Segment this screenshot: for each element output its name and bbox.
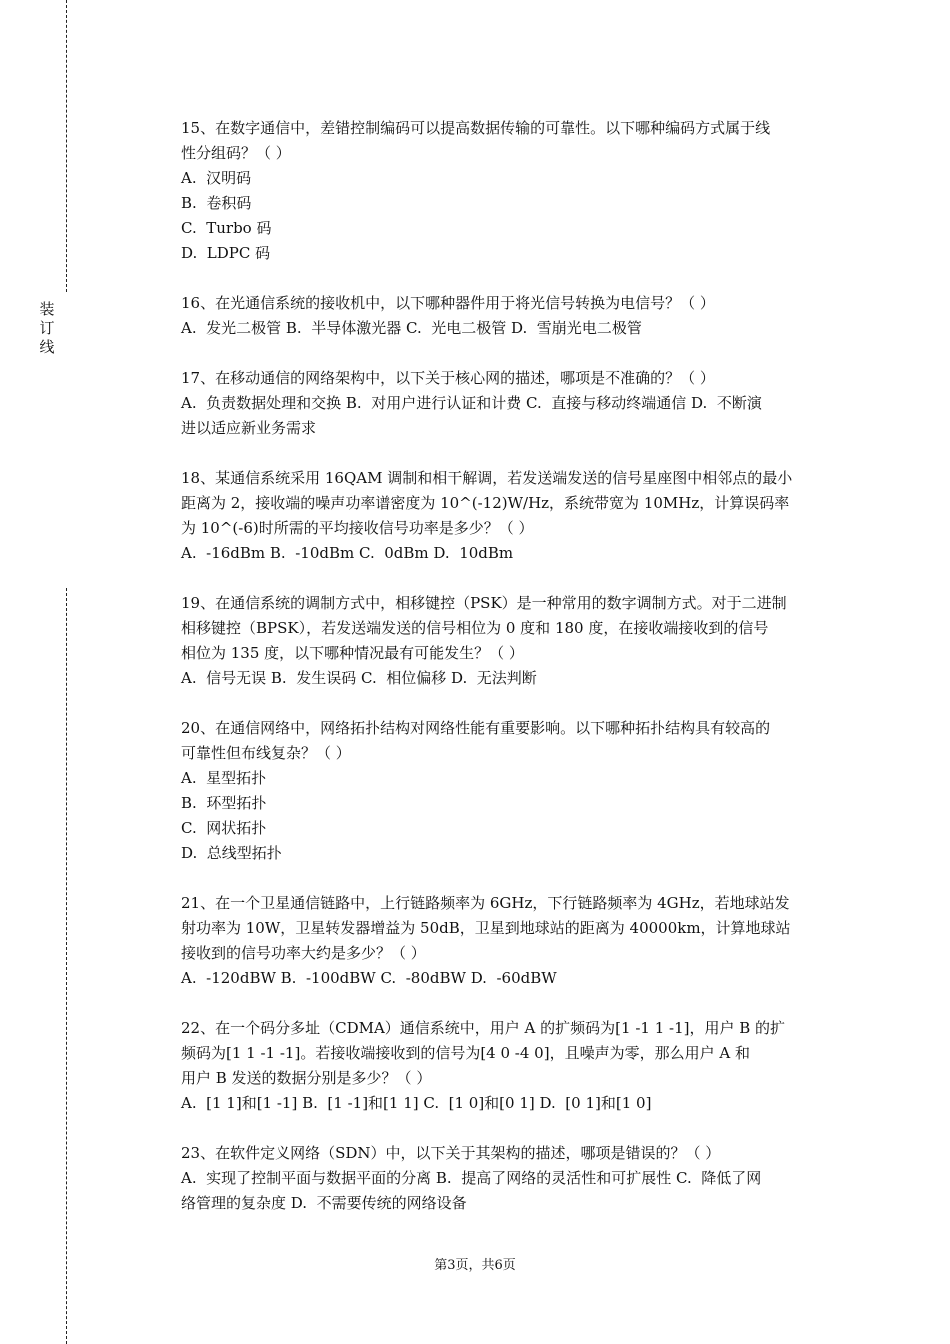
question-18 xyxy=(181,466,841,566)
question-text: 可靠性但布线复杂？（ ） xyxy=(181,744,351,762)
question-text: 17、在移动通信的网络架构中，以下关于核心网的描述，哪项是不准确的？（ ） xyxy=(181,369,715,387)
options-inline: A. 负责数据处理和交换 B. 对用户进行认证和计费 C. 直接与移动终端通信 D. 不断演 xyxy=(181,394,762,412)
question-text: 相位为 135 度，以下哪种情况最有可能发生？（ ） xyxy=(181,644,524,662)
binding-label-char: 订 xyxy=(39,319,55,337)
option-a: A. 汉明码 xyxy=(181,169,252,187)
options-inline: 络管理的复杂度 D. 不需要传统的网络设备 xyxy=(181,1194,467,1212)
binding-label-char: 线 xyxy=(39,338,55,356)
binding-label-char: 装 xyxy=(39,300,55,318)
question-text: 性分组码？（ ） xyxy=(181,144,291,162)
options-inline: A. 发光二极管 B. 半导体激光器 C. 光电二极管 D. 雪崩光电二极管 xyxy=(181,319,642,337)
question-text: 用户 B 发送的数据分别是多少？（ ） xyxy=(181,1069,432,1087)
question-text: 18、某通信系统采用 16QAM 调制和相干解调，若发送端发送的信号星座图中相邻点的最小 xyxy=(181,469,793,487)
question-text: 21、在一个卫星通信链路中，上行链路频率为 6GHz，下行链路频率为 4GHz，若地球站发 xyxy=(181,894,790,912)
options-inline: A. [1 1]和[1 -1] B. [1 -1]和[1 1] C. [1 0]和[0 1] D. [0 1]和[1 0] xyxy=(181,1094,652,1112)
option-b: B. 环型拓扑 xyxy=(181,794,267,812)
question-text: 相移键控（BPSK），若发送端发送的信号相位为 0 度和 180 度，在接收端接收到的信号 xyxy=(181,619,769,637)
page-footer: 第3页，共6页 xyxy=(434,1258,516,1273)
option-d: D. 总线型拓扑 xyxy=(181,844,282,862)
question-text: 距离为 2，接收端的噪声功率谱密度为 10^(-12)W/Hz，系统带宽为 10MHz，计算误码率 xyxy=(181,494,790,512)
question-text: 22、在一个码分多址（CDMA）通信系统中，用户 A 的扩频码为[1 -1 1 -1]，用户 B 的扩 xyxy=(181,1019,786,1037)
question-text: 为 10^(-6)时所需的平均接收信号功率是多少？（ ） xyxy=(181,519,534,537)
options-inline: A. 实现了控制平面与数据平面的分离 B. 提高了网络的灵活性和可扩展性 C. 降低了网 xyxy=(181,1169,762,1187)
options-inline: 进以适应新业务需求 xyxy=(181,419,317,437)
question-17 xyxy=(181,366,841,441)
question-text: 15、在数字通信中，差错控制编码可以提高数据传输的可靠性。以下哪种编码方式属于线 xyxy=(181,119,771,137)
option-b: B. 卷积码 xyxy=(181,194,252,212)
question-list xyxy=(181,116,841,1241)
option-d: D. LDPC 码 xyxy=(181,244,271,262)
options-inline: A. -120dBW B. -100dBW C. -80dBW D. -60dBW xyxy=(181,969,557,987)
question-15 xyxy=(181,116,841,266)
options-inline: A. 信号无误 B. 发生误码 C. 相位偏移 D. 无法判断 xyxy=(181,669,537,687)
question-text: 频码为[1 1 -1 -1]。若接收端接收到的信号为[4 0 -4 0]，且噪声为零，那么用户 A 和 xyxy=(181,1044,750,1062)
question-text: 射功率为 10W，卫星转发器增益为 50dB，卫星到地球站的距离为 40000km，计算地球站 xyxy=(181,919,791,937)
question-text: 20、在通信网络中，网络拓扑结构对网络性能有重要影响。以下哪种拓扑结构具有较高的 xyxy=(181,719,771,737)
question-22 xyxy=(181,1016,841,1116)
question-text: 16、在光通信系统的接收机中，以下哪种器件用于将光信号转换为电信号？（ ） xyxy=(181,294,715,312)
option-c: C. Turbo 码 xyxy=(181,219,272,237)
question-19 xyxy=(181,591,841,691)
options-inline: A. -16dBm B. -10dBm C. 0dBm D. 10dBm xyxy=(181,544,514,562)
option-c: C. 网状拓扑 xyxy=(181,819,267,837)
question-21 xyxy=(181,891,841,991)
question-text: 19、在通信系统的调制方式中，相移键控（PSK）是一种常用的数字调制方式。对于二进制 xyxy=(181,594,787,612)
option-a: A. 星型拓扑 xyxy=(181,769,267,787)
binding-line-bottom xyxy=(66,588,67,1344)
question-23 xyxy=(181,1141,841,1216)
question-16 xyxy=(181,291,841,341)
question-text: 接收到的信号功率大约是多少？（ ） xyxy=(181,944,426,962)
question-text: 23、在软件定义网络（SDN）中，以下关于其架构的描述，哪项是错误的？（ ） xyxy=(181,1144,721,1162)
binding-label xyxy=(37,300,57,357)
question-20 xyxy=(181,716,841,866)
binding-line-top xyxy=(66,0,67,292)
